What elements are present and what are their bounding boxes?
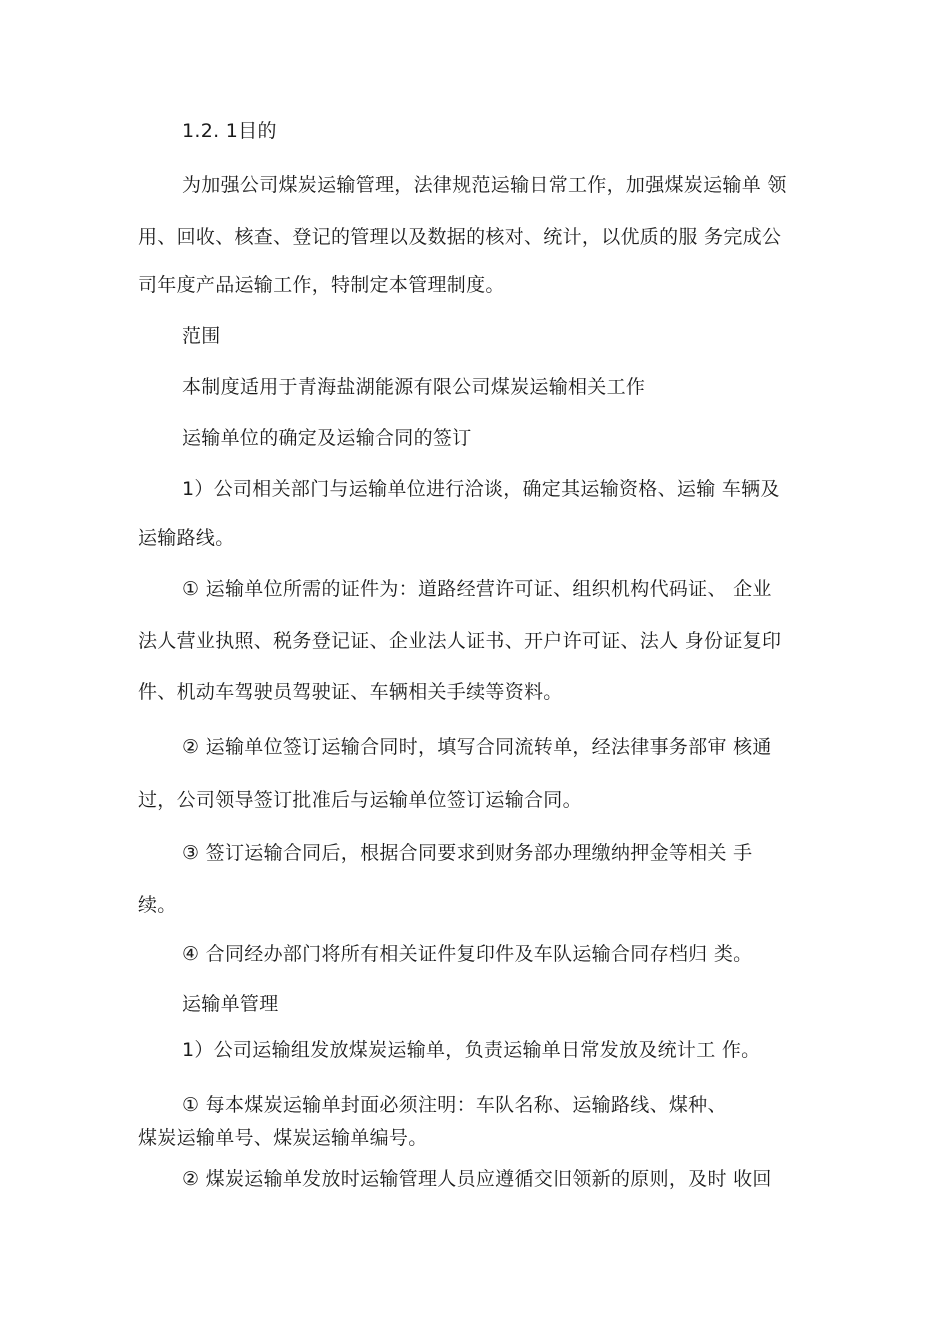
- list-item-line: 法人营业执照、税务登记证、企业法人证书、开户许可证、法人 身份证复印: [138, 630, 782, 652]
- list-item-line: ② 运输单位签订运输合同时，填写合同流转单，经法律事务部审 核通: [182, 736, 772, 758]
- list-item-line: ② 煤炭运输单发放时运输管理人员应遵循交旧领新的原则，及时 收回: [182, 1168, 772, 1190]
- paragraph-line: 司年度产品运输工作，特制定本管理制度。: [138, 274, 505, 296]
- list-item-line: 1）公司相关部门与运输单位进行洽谈，确定其运输资格、运输 车辆及: [182, 478, 780, 500]
- list-item-line: ① 每本煤炭运输单封面必须注明：车队名称、运输路线、煤种、: [182, 1094, 727, 1116]
- paragraph-line: 为加强公司煤炭运输管理，法律规范运输日常工作，加强煤炭运输单 领: [182, 174, 787, 196]
- section-heading-scope: 范围: [182, 325, 221, 347]
- list-item-line: 件、机动车驾驶员驾驶证、车辆相关手续等资料。: [138, 681, 563, 703]
- list-item-line: 过，公司领导签订批准后与运输单位签订运输合同。: [138, 789, 582, 811]
- list-item-line: ① 运输单位所需的证件为：道路经营许可证、组织机构代码证、 企业: [182, 578, 772, 600]
- list-item-line: 煤炭运输单号、煤炭运输单编号。: [138, 1127, 428, 1149]
- list-item-line: 1）公司运输组发放煤炭运输单，负责运输单日常发放及统计工 作。: [182, 1039, 761, 1061]
- list-item-line: ③ 签订运输合同后，根据合同要求到财务部办理缴纳押金等相关 手: [182, 842, 753, 864]
- list-item-line: ④ 合同经办部门将所有相关证件复印件及车队运输合同存档归 类。: [182, 943, 753, 965]
- section-heading-contract: 运输单位的确定及运输合同的签订: [182, 427, 472, 449]
- paragraph-line: 用、回收、核查、登记的管理以及数据的核对、统计，以优质的服 务完成公: [138, 226, 782, 248]
- section-heading-waybill: 运输单管理: [182, 993, 279, 1015]
- section-heading-purpose: 1.2. 1目的: [182, 120, 277, 142]
- list-item-line: 运输路线。: [138, 527, 235, 549]
- list-item-line: 续。: [138, 894, 177, 916]
- paragraph-line: 本制度适用于青海盐湖能源有限公司煤炭运输相关工作: [182, 376, 646, 398]
